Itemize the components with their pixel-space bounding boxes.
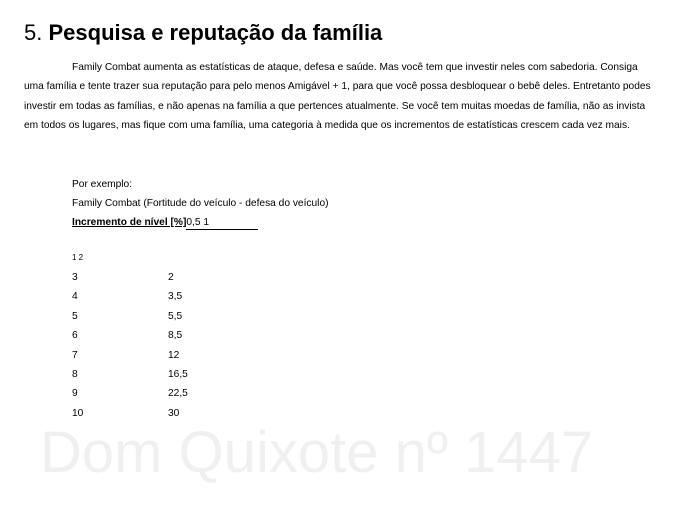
increment-value-cell: 3,5 <box>168 291 183 303</box>
increment-value-cell: 30 <box>168 407 180 419</box>
increment-value-cell: 22,5 <box>168 388 188 400</box>
increment-value-cell: 2 <box>168 272 174 283</box>
increment-value-cell: 5,5 <box>168 310 183 322</box>
body-paragraph: Family Combat aumenta as estatísticas de ataque, defesa e saúde. Mas você tem que investir neles com sabedoria. Consiga uma família e tente trazer sua reputação para pelo menos Amigável + 1, para que você possa desbloquear o bebê deles. Entretanto podes investir em todas as famílias, e não apenas na família a que pertences atualmente. Se você tem muitas moedas de família, não as invista em todos os lugares, mas fique com uma família, uma categoria à medida que os incrementos de estatísticas crescem cada vez mais. <box>24 62 651 132</box>
level-cell: 7 <box>72 349 78 361</box>
level-cell: 4 <box>72 291 78 303</box>
level-cell: 5 <box>72 310 78 322</box>
level-cell: 8 <box>72 368 78 380</box>
section-number: 5. <box>24 20 43 45</box>
level-cell: 6 <box>72 330 78 342</box>
level-increment-values: 0,5 1 <box>186 217 258 230</box>
level-cell: 3 <box>72 272 78 283</box>
increment-value-cell: 12 <box>168 349 180 361</box>
section-title: Pesquisa e reputação da família <box>48 20 383 45</box>
example-intro: Por exemplo: <box>72 179 133 190</box>
watermark: Dom Quixote nº 1447 <box>40 420 594 485</box>
increment-value-cell: 8,5 <box>168 330 183 342</box>
example-table-header <box>72 216 258 230</box>
section-heading <box>24 18 382 48</box>
example-subject: Family Combat (Fortitude do veículo - defesa do veículo) <box>72 198 329 209</box>
level-cell: 9 <box>72 388 78 400</box>
level-increment-label: Incremento de nível [%] <box>72 217 187 228</box>
level-cell: 10 <box>72 407 84 419</box>
increment-value-cell: 16,5 <box>168 368 188 380</box>
small-column-header: 1 2 <box>72 253 84 262</box>
